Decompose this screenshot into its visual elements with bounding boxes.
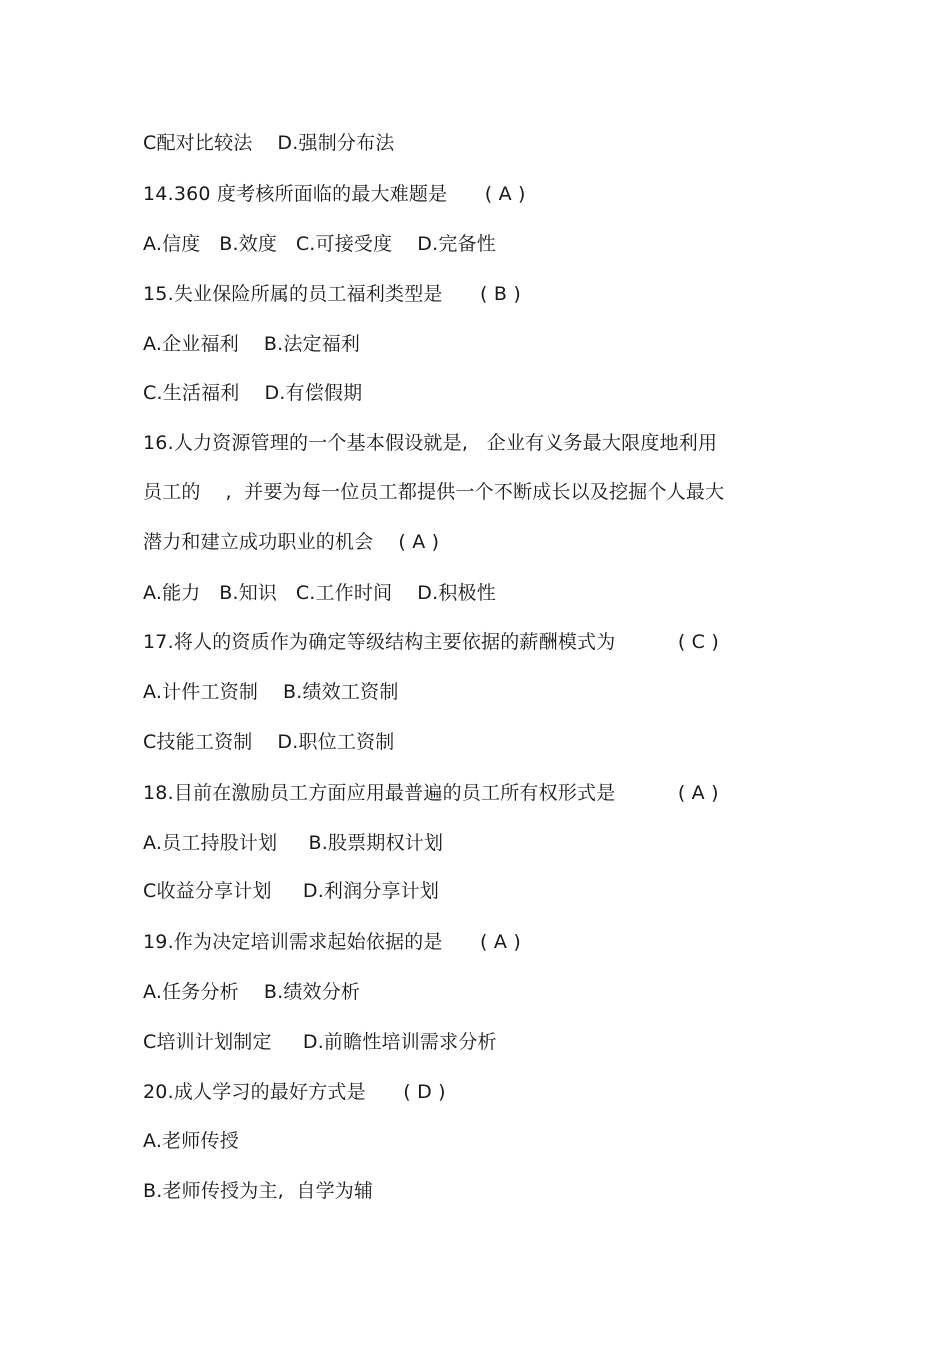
question-16-line-2: 员工的 , 并要为每一位员工都提供一个不断成长以及挖掘个人最大	[143, 481, 725, 503]
options-15-ab: A.企业福利 B.法定福利	[143, 333, 361, 355]
question-16-line-3: 潜力和建立成功职业的机会 ( A )	[143, 531, 440, 553]
question-16-line-1: 16.人力资源管理的一个基本假设就是, 企业有义务最大限度地利用	[143, 432, 718, 454]
options-19-ab: A.任务分析 B.绩效分析	[143, 981, 361, 1003]
options-18-ab: A.员工持股计划 B.股票期权计划	[143, 832, 444, 854]
options-14: A.信度 B.效度 C.可接受度 D.完备性	[143, 233, 496, 255]
options-16: A.能力 B.知识 C.工作时间 D.积极性	[143, 582, 496, 604]
options-15-cd: C.生活福利 D.有偿假期	[143, 382, 363, 404]
question-19: 19.作为决定培训需求起始依据的是 ( A )	[143, 931, 521, 953]
options-17-cd: C技能工资制 D.职位工资制	[143, 731, 395, 753]
option-20-a: A.老师传授	[143, 1130, 239, 1152]
question-14: 14.360 度考核所面临的最大难题是 ( A )	[143, 183, 526, 205]
question-17: 17.将人的资质作为确定等级结构主要依据的薪酬模式为 ( C )	[143, 631, 719, 653]
options-17-ab: A.计件工资制 B.绩效工资制	[143, 681, 399, 703]
option-line-13-cd: C配对比较法 D.强制分布法	[143, 132, 395, 154]
question-20: 20.成人学习的最好方式是 ( D )	[143, 1081, 446, 1103]
question-15: 15.失业保险所属的员工福利类型是 ( B )	[143, 283, 521, 305]
question-18: 18.目前在激励员工方面应用最普遍的员工所有权形式是 ( A )	[143, 782, 719, 804]
option-20-b: B.老师传授为主, 自学为辅	[143, 1180, 374, 1202]
options-18-cd: C收益分享计划 D.利润分享计划	[143, 880, 440, 902]
options-19-cd: C培训计划制定 D.前瞻性培训需求分析	[143, 1031, 497, 1053]
